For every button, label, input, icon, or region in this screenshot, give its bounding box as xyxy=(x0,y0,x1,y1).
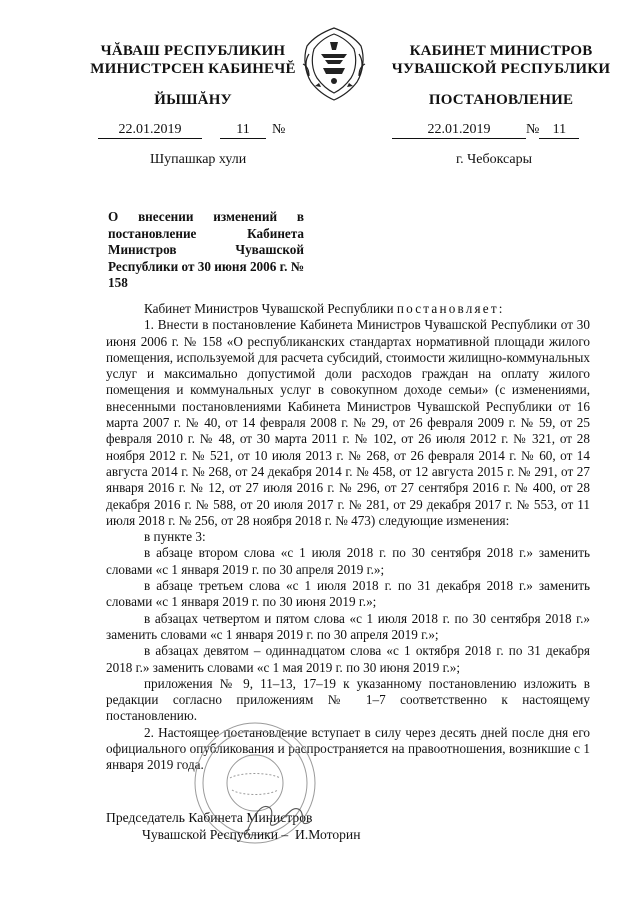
paragraph-5: в абзацах четвертом и пятом слова «с 1 июля 2018 г. по 30 сентября 2018 г.» заменить словами «с 1 января 2019 г. по 30 апреля 2019 г.»; xyxy=(106,610,590,642)
signature-name: И.Моторин xyxy=(295,827,361,842)
intro-main: Кабинет Министров Чувашской Республики xyxy=(144,301,394,316)
paragraph-4: в абзаце третьем слова «с 1 июля 2018 г. по 31 декабря 2018 г.» заменить словами «с 1 января 2019 г. по 30 июня 2019 г.»; xyxy=(106,578,590,610)
paragraph-6: в абзацах девятом – одиннадцатом слова «с 1 октября 2018 г. по 31 декабря 2018 г.» заменить словами «с 1 мая 2019 г. по 30 июня 2019 г.»; xyxy=(106,643,590,675)
number-sign-left: № xyxy=(272,122,286,137)
header-left xyxy=(88,42,298,78)
date-left: 22.01.2019 xyxy=(98,122,202,139)
paragraph-1: 1. Внести в постановление Кабинета Министров Чувашской Республики от 30 июня 2006 г. № 158 «О республиканских стандартах нормативной площади жилого помещения, используемой для расчета субсидий, стоимости жилищно-коммунальных услуг и максимально допустимой доли расходов граждан на оплату жилого помещения и коммунальных услуг в совокупном доходе семьи» (с изменениями, внесенными постановлениями Кабинета Министров Чувашской Республики от 16 марта 2007 г. № 40, от 14 февраля 2008 г. № 29, от 26 февраля 2009 г. № 59, от 25 февраля 2010 г. № 48, от 30 марта 2011 г. № 102, от 26 июля 2012 г. № 321, от 28 ноября 2012 г. № 521, от 10 июля 2013 г. № 268, от 26 февраля 2014 г. № 60, от 14 августа 2014 г. № 268, от 24 декабря 2014 г. № 458, от 12 августа 2015 г. № 291, от 27 января 2016 г. № 12, от 27 июля 2016 г. № 296, от 27 сентября 2016 г. № 400, от 28 декабря 2016 г. № 588, от 20 июля 2017 г. № 281, от 29 декабря 2017 г. № 553, от 11 июля 2018 г. № 256, от 28 ноября 2018 г. № 473) следующие изменения: xyxy=(106,317,590,528)
intro-paragraph xyxy=(106,301,590,317)
number-right: 11 xyxy=(539,122,579,139)
date-line-left xyxy=(98,122,285,140)
header-right-line2: ЧУВАШСКОЙ РЕСПУБЛИКИ xyxy=(391,61,611,77)
paragraph-3: в абзаце втором слова «с 1 июля 2018 г. по 30 сентября 2018 г.» заменить словами «с 1 января 2019 г. по 30 апреля 2019 г.»; xyxy=(106,545,590,577)
document-title: О внесении изменений в постановление Кабинета Министров Чувашской Республики от 30 июня 2006 г. № 158 xyxy=(108,209,304,290)
paragraph-2: в пункте 3: xyxy=(144,529,206,545)
number-left: 11 xyxy=(220,122,266,139)
intro-verb: постановляет: xyxy=(396,301,505,316)
header-left-line1: ЧĂВАШ РЕСПУБЛИКИН xyxy=(100,43,286,59)
header-right xyxy=(386,42,616,78)
date-right: 22.01.2019 xyxy=(392,122,526,139)
doc-type-right: ПОСТАНОВЛЕНИЕ xyxy=(428,92,574,108)
handwritten-signature-icon xyxy=(240,794,320,844)
paragraph-7: приложения № 9, 11–13, 17–19 к указанному постановлению изложить в редакции согласно приложениям № 1–7 соответственно к настоящему постановлению. xyxy=(106,675,590,724)
coat-of-arms-icon xyxy=(297,24,371,104)
place-right: г. Чебоксары xyxy=(456,152,533,167)
signature-position-line2: Чувашской Республики – xyxy=(142,827,289,842)
date-line-right xyxy=(392,122,579,140)
doc-type-left: ЙЫШĂНУ xyxy=(154,92,232,108)
header-right-line1: КАБИНЕТ МИНИСТРОВ xyxy=(409,43,593,59)
place-left: Шупашкар хули xyxy=(150,152,247,167)
header-left-line2: МИНИСТРСЕН КАБИНЕЧĔ xyxy=(90,61,296,77)
number-sign-right: № xyxy=(526,122,540,137)
document-body xyxy=(106,301,590,774)
paragraph-8: 2. Настоящее постановление вступает в силу через десять дней после дня его официального опубликования и распространяется на правоотношения, возникшие с 1 января 2019 года. xyxy=(106,724,590,773)
signature-position-line1: Председатель Кабинета Министров xyxy=(106,810,313,825)
